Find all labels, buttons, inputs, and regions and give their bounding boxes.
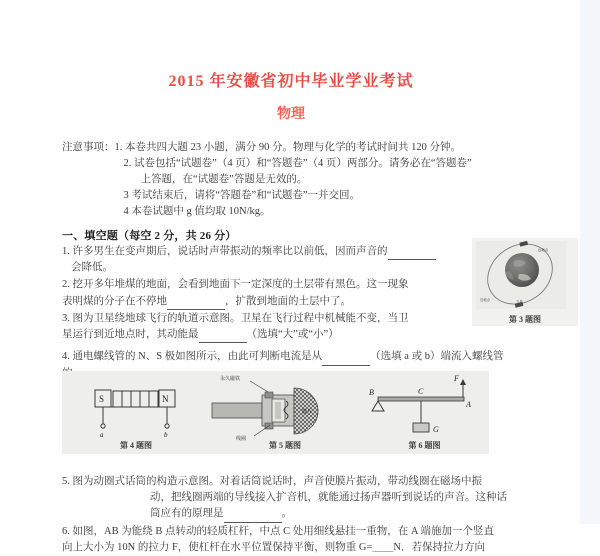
answer-blank[interactable] bbox=[167, 309, 225, 310]
figure-satellite-caption: 第 3 题图 bbox=[509, 315, 541, 324]
document-content bbox=[62, 0, 520, 556]
section-heading-fill-in-blank: 一、填空题（每空 2 分，共 26 分） bbox=[62, 229, 237, 242]
question-2-line-2: 表明煤的分子在不停地 bbox=[62, 295, 167, 307]
notice-item: 4 本卷试题中 g 值均取 10N/kg。 bbox=[123, 205, 271, 217]
figure-strip bbox=[62, 371, 489, 454]
question-1 bbox=[62, 244, 520, 277]
question-4-line-1: 4. 通电螺线管的 N、S 极如图所示，由此可判断电流是从 bbox=[62, 351, 323, 363]
answer-blank[interactable] bbox=[199, 342, 247, 343]
lever-weight-g-label: G bbox=[433, 425, 439, 434]
question-2-line-1: 2. 挖开多年堆煤的地面，会看到地面下一定深度的土层带有黑色。这一现象 bbox=[62, 279, 409, 291]
notice-item: 2. 试卷包括“试题卷”（4 页）和“答题卷”（4 页）两部分。请务必在“答题卷” bbox=[123, 157, 472, 169]
notice-item: 3 考试结束后，请将“答题卷”和“试题卷”一并交回。 bbox=[123, 189, 361, 201]
solenoid-terminal-b-label: b bbox=[164, 431, 168, 439]
notice-label: 注意事项： bbox=[62, 141, 115, 153]
answer-blank[interactable] bbox=[224, 522, 282, 523]
notice-item: 上答题，在“试题卷”答题是无效的。 bbox=[140, 173, 308, 185]
question-2-line-3: ，扩散到地面的土层中了。 bbox=[225, 295, 351, 307]
question-1-line-1: 1. 许多男生在变声期后，说话时声带振动的频率比以前低，因而声音的 bbox=[62, 245, 388, 257]
lever-point-a-label: A bbox=[466, 400, 471, 409]
question-1-line-2: 会降低。 bbox=[71, 262, 113, 274]
microphone-diaphragm-label: 膜片 bbox=[302, 409, 313, 415]
answer-blank[interactable] bbox=[322, 365, 370, 366]
figure-lever-caption: 第 6 题图 bbox=[408, 441, 441, 450]
svg-text:远地点: 远地点 bbox=[538, 248, 549, 252]
question-6-line-2: 向上大小为 10N 的拉力 F，使杠杆在水平位置保持平衡，则物重 G=＿＿N．若保持拉力方向 bbox=[62, 541, 486, 553]
question-5-line-3: 筒应有的原理是 bbox=[150, 508, 224, 520]
svg-text:卫星: 卫星 bbox=[516, 300, 523, 304]
satellite-orbit-drawing bbox=[476, 241, 566, 309]
answer-blank[interactable] bbox=[388, 259, 436, 260]
notice-item: 1. 本卷共四大题 23 小题，满分 90 分。物理与化学的考试时间共 120 分钟。 bbox=[114, 141, 461, 153]
microphone-coil-label: 线圈 bbox=[236, 436, 247, 442]
question-3 bbox=[62, 311, 520, 344]
question-2 bbox=[62, 277, 520, 310]
svg-text:近地点: 近地点 bbox=[480, 298, 491, 302]
figure-satellite-orbit bbox=[472, 238, 578, 326]
solenoid-terminal-a-label: a bbox=[100, 431, 104, 439]
microphone-magnet-label: 永久磁铁 bbox=[220, 376, 241, 382]
solenoid-pole-n-label: N bbox=[162, 394, 169, 404]
notice-list bbox=[115, 140, 521, 220]
question-5-line-1: 5. 图为动圈式话筒的构造示意图。对着话筒说话时，声音使膜片振动，带动线圈在磁场中振 bbox=[62, 475, 482, 487]
page-title: 2015 年安徽省初中毕业学业考试 bbox=[168, 73, 414, 90]
question-4-line-2: （选填 a 或 b）端流入螺线管 bbox=[370, 351, 504, 363]
lever-point-b-label: B bbox=[369, 388, 374, 397]
page-right-gutter bbox=[580, 0, 600, 524]
figure-satellite-image bbox=[476, 241, 566, 309]
question-5-line-2: 动，把线圈两端的导线接入扩音机，就能通过扬声器听到说话的声音。这种话 bbox=[150, 492, 507, 504]
question-3-line-1: 3. 图为卫星绕地球飞行的轨道示意图。卫星在飞行过程中机械能不变，当卫 bbox=[62, 312, 409, 324]
page-subtitle: 物理 bbox=[277, 107, 305, 123]
figure-microphone bbox=[210, 371, 360, 454]
question-5-line-4: 。 bbox=[281, 508, 292, 520]
question-3-line-3: （选填“大”或“小”） bbox=[246, 329, 339, 341]
figure-solenoid bbox=[62, 371, 210, 454]
figure-microphone-caption: 第 5 题图 bbox=[269, 441, 301, 450]
lever-force-f-label: F bbox=[454, 374, 459, 383]
figure-solenoid-caption: 第 4 题图 bbox=[120, 441, 152, 450]
question-5 bbox=[62, 474, 520, 523]
question-6 bbox=[62, 524, 520, 556]
solenoid-pole-s-label: S bbox=[99, 394, 105, 404]
question-3-line-2: 星运行到近地点时，其动能最 bbox=[62, 329, 199, 341]
notice-block bbox=[62, 140, 520, 220]
figure-lever bbox=[360, 371, 489, 454]
question-6-line-1: 6. 如图，AB 为能绕 B 点转动的轻质杠杆，中点 C 处用细线悬挂一重物，在 A 端施加一个竖直 bbox=[62, 525, 494, 537]
lever-point-c-label: C bbox=[418, 387, 424, 396]
